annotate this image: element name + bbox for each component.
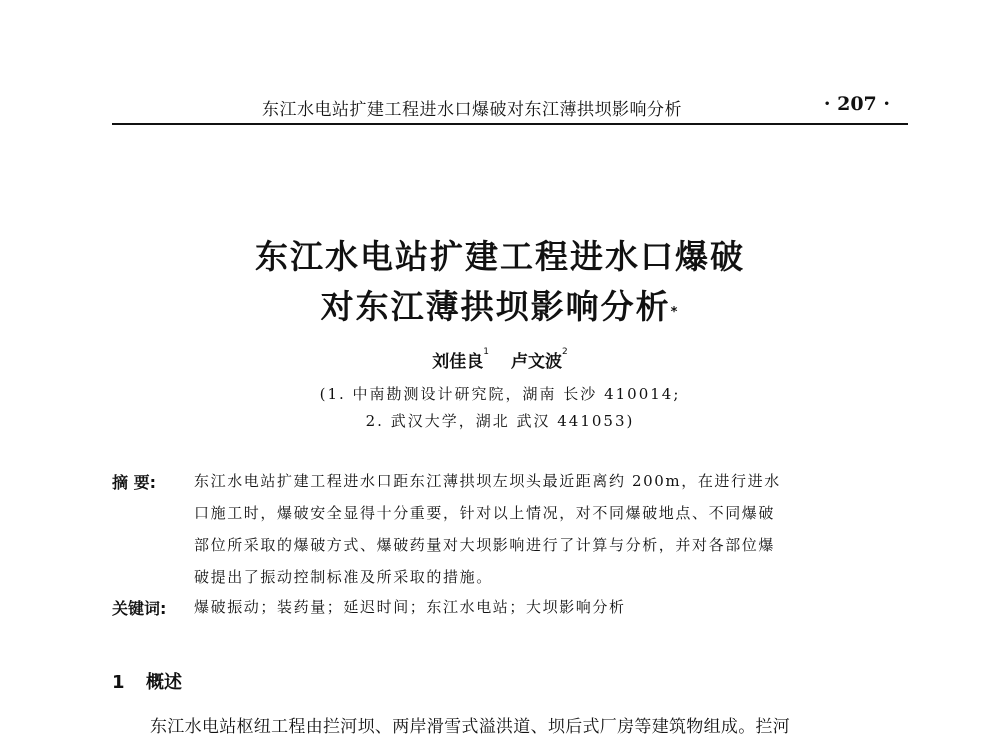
abstract-line: 口施工时，爆破安全显得十分重要，针对以上情况，对不同爆破地点、不同爆破 <box>194 504 776 522</box>
title-footnote-mark: * <box>670 305 680 320</box>
abstract-label: 摘 要: <box>112 473 156 492</box>
abstract-line: 部位所采取的爆破方式、爆破药量对大坝影响进行了计算与分析，并对各部位爆 <box>194 536 776 554</box>
author-affiliation-mark: 2 <box>562 347 568 357</box>
paper-title <box>0 232 1000 332</box>
section-heading <box>112 668 182 694</box>
author-list <box>0 347 1000 372</box>
author-name: 刘佳良 <box>432 352 484 372</box>
title-line-1: 东江水电站扩建工程进水口爆破 <box>255 237 745 276</box>
section-number: 1 <box>112 672 125 693</box>
title-line-2 <box>0 282 1000 332</box>
running-header <box>112 93 908 125</box>
section-title: 概述 <box>146 672 182 693</box>
affiliation-line-1: (1. 中南勘测设计研究院，湖南 长沙 410014; <box>319 385 681 403</box>
body-text-line: 东江水电站枢纽工程由拦河坝、两岸滑雪式溢洪道、坝后式厂房等建筑物组成。拦河 <box>150 717 791 737</box>
running-title: 东江水电站扩建工程进水口爆破对东江薄拱坝影响分析 <box>262 100 682 120</box>
title-line-2-text: 对东江薄拱坝影响分析 <box>320 287 671 326</box>
keywords-text: 爆破振动；装药量；延迟时间；东江水电站；大坝影响分析 <box>194 598 626 616</box>
keywords-label: 关键词: <box>112 599 167 618</box>
author-affiliation-mark: 1 <box>483 347 489 357</box>
affiliation-line-2: 2. 武汉大学，湖北 武汉 441053) <box>365 412 635 430</box>
abstract-line: 破提出了振动控制标准及所采取的措施。 <box>194 568 493 586</box>
page-number: · 207 · <box>823 93 890 115</box>
author-name: 卢文波 <box>511 352 562 372</box>
abstract-line: 东江水电站扩建工程进水口距东江薄拱坝左坝头最近距离约 200m，在进行进水 <box>194 472 781 490</box>
